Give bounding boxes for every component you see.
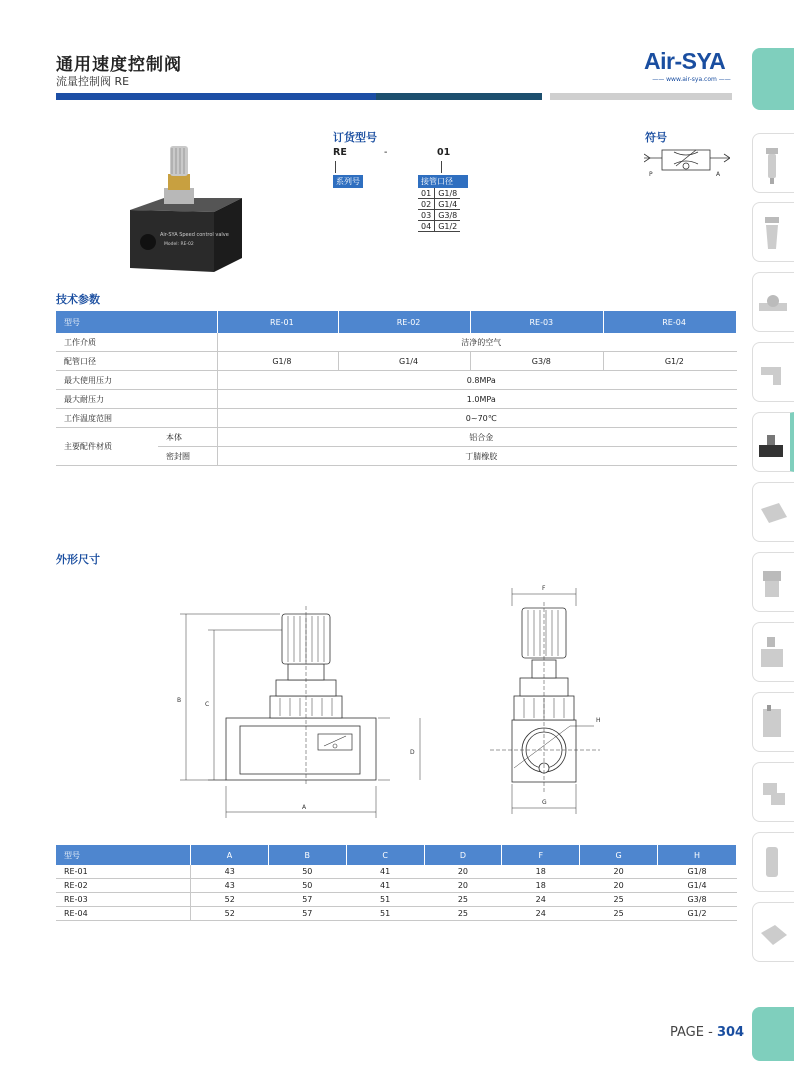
ball-valve-icon: [753, 903, 793, 961]
spec-label: 工作温度范围: [56, 409, 218, 428]
specs-row-proof-pressure: [56, 390, 737, 409]
dim-header-row: [56, 845, 737, 865]
spec-label: 最大使用压力: [56, 371, 218, 390]
dim-label-b: B: [177, 697, 182, 704]
spec-value: G3/8: [471, 352, 604, 371]
side-nav-gauge[interactable]: [752, 272, 794, 332]
dim-cell: 52: [191, 907, 269, 921]
specs-row-port: [56, 352, 737, 371]
side-nav-filter[interactable]: [752, 133, 794, 193]
specs-col: RE-01: [218, 311, 339, 333]
specs-row-material-body: [56, 428, 737, 447]
dim-cell: 20: [424, 879, 502, 893]
side-nav-regulator[interactable]: [752, 202, 794, 262]
dim-label-g: G: [542, 799, 547, 806]
dim-label-c: C: [205, 701, 210, 708]
header-bar-gray: [550, 93, 732, 100]
spec-value: G1/8: [218, 352, 339, 371]
port-code: 02: [418, 199, 435, 210]
product-body-text: Air-SYA Speed control valve: [160, 232, 229, 238]
dim-d-annotation: [400, 718, 424, 788]
side-nav-speed-valve[interactable]: [752, 412, 794, 472]
table-row: [56, 907, 737, 921]
dim-cell: 18: [502, 865, 580, 879]
dim-col: D: [424, 845, 502, 865]
order-model: RE: [333, 147, 347, 158]
port-size: G1/8: [435, 188, 461, 199]
speed-valve-icon: [753, 413, 793, 471]
dim-cell: G3/8: [658, 893, 737, 907]
spec-label: 主要配件材质: [56, 428, 158, 466]
dim-cell: G1/8: [658, 865, 737, 879]
spec-value: 丁腈橡胶: [218, 447, 737, 466]
side-nav-frl[interactable]: [752, 552, 794, 612]
silencer-icon: [753, 833, 793, 891]
order-line-port: [441, 161, 442, 173]
order-dash: -: [384, 147, 388, 158]
port-size: G1/4: [435, 199, 461, 210]
spec-value: G1/2: [604, 352, 737, 371]
port-row: [418, 221, 460, 232]
port-row: [418, 188, 460, 199]
dimensions-table: [56, 845, 737, 921]
page-number: [670, 1025, 744, 1040]
specs-row-temp: [56, 409, 737, 428]
spec-label: 最大耐压力: [56, 390, 218, 409]
specs-col-model: 型号: [56, 311, 218, 333]
dim-cell: 41: [346, 879, 424, 893]
lubricator-icon: [753, 693, 793, 751]
product-photo: [124, 140, 244, 275]
dim-cell: 25: [580, 893, 658, 907]
page-title: 通用速度控制阀: [56, 55, 182, 75]
fitting-icon: [753, 763, 793, 821]
elbow-fitting-icon: [753, 343, 793, 401]
dim-label-f: F: [542, 585, 546, 592]
flow-control-symbol: [644, 146, 730, 178]
dim-cell: 20: [580, 865, 658, 879]
front-view-drawing: [170, 606, 390, 822]
dim-col: B: [268, 845, 346, 865]
spec-value: 0~70℃: [218, 409, 737, 428]
dim-cell: 41: [346, 865, 424, 879]
dim-cell: 25: [424, 893, 502, 907]
symbol-a-label: A: [716, 171, 721, 178]
dim-cell: 18: [502, 879, 580, 893]
dimensions-heading: 外形尺寸: [56, 553, 100, 566]
dim-col-model: 型号: [56, 845, 191, 865]
spec-sublabel: 密封圈: [158, 447, 218, 466]
gauge-icon: [753, 273, 793, 331]
dim-col: G: [580, 845, 658, 865]
specs-heading: 技术参数: [56, 293, 100, 306]
dim-cell: 51: [346, 893, 424, 907]
table-row: [56, 879, 737, 893]
dim-col: F: [502, 845, 580, 865]
side-nav-check-valve[interactable]: [752, 482, 794, 542]
dim-col: C: [346, 845, 424, 865]
side-nav-manifold[interactable]: [752, 622, 794, 682]
page-label: PAGE -: [670, 1025, 713, 1040]
port-code: 04: [418, 221, 435, 232]
spec-label: 配管口径: [56, 352, 218, 371]
port-size: G1/2: [435, 221, 461, 232]
order-code: 01: [437, 147, 451, 158]
dim-cell: 25: [424, 907, 502, 921]
manifold-icon: [753, 623, 793, 681]
table-row: [56, 865, 737, 879]
header-bar-blue: [56, 93, 376, 100]
dim-col: A: [191, 845, 269, 865]
dim-cell: 57: [268, 907, 346, 921]
side-nav-lubricator[interactable]: [752, 692, 794, 752]
spec-value: 1.0MPa: [218, 390, 737, 409]
order-heading: 订货型号: [333, 131, 377, 144]
check-valve-icon: [753, 483, 793, 541]
side-nav-elbow[interactable]: [752, 342, 794, 402]
dim-cell: 25: [580, 907, 658, 921]
spec-label: 工作介质: [56, 333, 218, 352]
dim-cell: RE-01: [56, 865, 191, 879]
dim-cell: G1/2: [658, 907, 737, 921]
port-tag: 接管口径: [418, 175, 468, 188]
spec-value: 铝合金: [218, 428, 737, 447]
dim-cell: 20: [580, 879, 658, 893]
port-row: [418, 199, 460, 210]
dim-cell: 24: [502, 893, 580, 907]
dim-cell: 24: [502, 907, 580, 921]
dim-label-h: H: [596, 717, 601, 724]
page-number-value: 304: [716, 1025, 745, 1040]
page-subtitle: 流量控制阀 RE: [56, 75, 130, 88]
dim-cell: 52: [191, 893, 269, 907]
series-tag: 系列号: [333, 175, 363, 188]
side-nav-fitting[interactable]: [752, 762, 794, 822]
specs-row-material-seal: [56, 447, 737, 466]
dim-label-a: A: [302, 804, 307, 811]
dim-col: H: [658, 845, 737, 865]
port-code: 03: [418, 210, 435, 221]
specs-table: [56, 311, 737, 466]
dim-cell: RE-04: [56, 907, 191, 921]
header-bar-dark: [376, 93, 542, 100]
regulator-icon: [753, 203, 793, 261]
dim-cell: 43: [191, 865, 269, 879]
specs-header-row: [56, 311, 737, 333]
dim-label-d: D: [410, 749, 415, 756]
dim-cell: 43: [191, 879, 269, 893]
dim-cell: G1/4: [658, 879, 737, 893]
side-tab-bottom[interactable]: [752, 1007, 794, 1061]
side-nav-ball-valve[interactable]: [752, 902, 794, 962]
filter-icon: [753, 134, 793, 192]
spec-value: 洁净的空气: [218, 333, 737, 352]
spec-sublabel: 本体: [158, 428, 218, 447]
brand-logo: [644, 48, 739, 88]
dim-cell: 50: [268, 879, 346, 893]
dim-cell: 50: [268, 865, 346, 879]
brand-url: —— www.air-sya.com ——: [652, 76, 731, 83]
dim-cell: RE-03: [56, 893, 191, 907]
brand-name: Air-SYA: [644, 48, 726, 74]
spec-value: G1/4: [338, 352, 471, 371]
specs-row-max-pressure: [56, 371, 737, 390]
side-tab-top[interactable]: [752, 48, 794, 110]
symbol-heading: 符号: [645, 131, 667, 144]
dim-cell: 20: [424, 865, 502, 879]
port-row: [418, 210, 460, 221]
specs-col: RE-04: [604, 311, 737, 333]
dim-cell: 57: [268, 893, 346, 907]
symbol-p-label: P: [649, 171, 653, 178]
dim-cell: 51: [346, 907, 424, 921]
product-model-text: Model: RE-02: [164, 242, 194, 247]
side-view-drawing: [490, 582, 620, 818]
specs-col: RE-03: [471, 311, 604, 333]
port-code-table: [418, 188, 460, 232]
dim-cell: RE-02: [56, 879, 191, 893]
specs-col: RE-02: [338, 311, 471, 333]
specs-row-medium: [56, 333, 737, 352]
order-line-series: [335, 161, 336, 173]
side-nav-silencer[interactable]: [752, 832, 794, 892]
frl-icon: [753, 553, 793, 611]
port-code: 01: [418, 188, 435, 199]
table-row: [56, 893, 737, 907]
port-size: G3/8: [435, 210, 461, 221]
spec-value: 0.8MPa: [218, 371, 737, 390]
